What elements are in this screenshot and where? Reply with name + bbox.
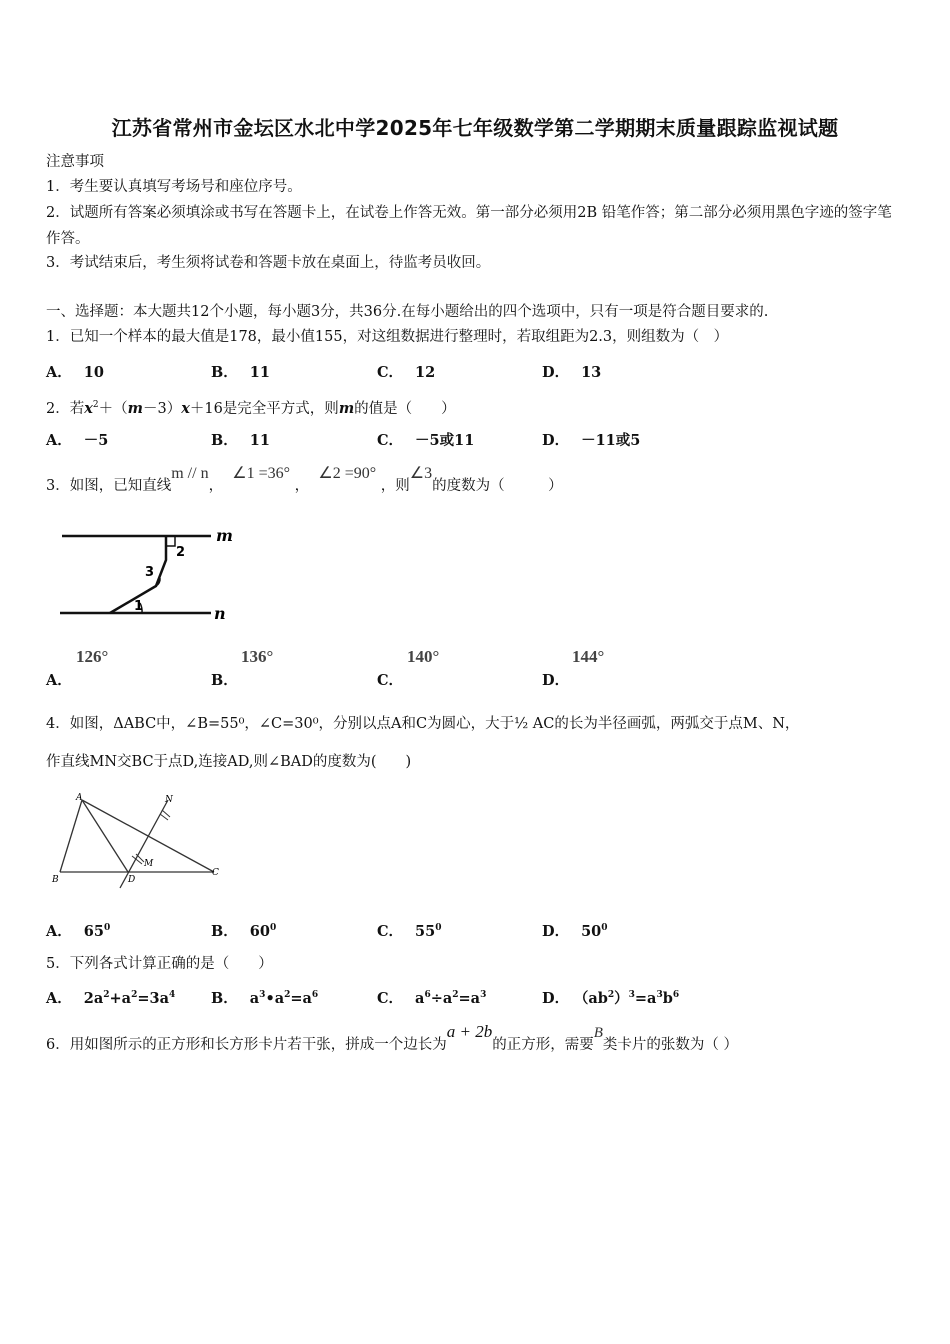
label-m: M — [144, 859, 154, 869]
notice-item-3: 3．考试结束后，考生须将试卷和答题卡放在桌面上，待监考员收回。 — [46, 255, 491, 271]
notice-item-2: 2．试题所有答案必须填涂或书写在答题卡上，在试卷上作答无效。第一部分必须用2B 铅笔作答；第二部分必须用黑色字迹的签字笔作答。 — [46, 205, 892, 247]
label-n: N — [165, 795, 173, 805]
option-a[interactable]: A． 10 — [46, 364, 104, 381]
option-b[interactable]: B． 136° — [211, 647, 274, 689]
question-6-text: 6．用如图所示的正方形和长方形卡片若干张，拼成一个边长为a + 2b的正方形，需要B类卡片的张数为（ ） — [46, 1022, 738, 1053]
option-a[interactable]: A． －5 — [46, 432, 109, 449]
label-d: D — [128, 875, 136, 885]
option-a[interactable]: A． $65^0$ — [46, 923, 111, 940]
question-4-options — [46, 920, 906, 942]
option-d[interactable]: D． $(ab^2)^3=a^3b^6$ — [542, 990, 680, 1007]
notice-heading: 注意事项 — [46, 154, 104, 170]
question-1-text: 1．已知一个样本的最大值是178，最小值155，对这组数据进行整理时，若取组距为2.3，则组数为（ ） — [46, 329, 729, 345]
question-2-text: 2．若$x^2+(m-3)x+16$是完全平方式，则m的值是（ ） — [46, 399, 456, 417]
label-2: 2 — [176, 545, 186, 560]
question-5-options — [46, 987, 906, 1009]
option-d[interactable]: D． 144° — [542, 647, 605, 689]
question-4-line-2: 作直线MN交BC于点D,连接AD,则∠BAD的度数为( ) — [46, 754, 412, 770]
label-3: 3 — [145, 565, 155, 580]
label-1: 1 — [134, 599, 144, 614]
question-5-text: 5．下列各式计算正确的是（ ） — [46, 956, 273, 972]
figure-parallel-lines — [56, 520, 246, 630]
label-b: B — [52, 875, 59, 885]
option-b[interactable]: B． $a^3•a^2=a^6$ — [211, 990, 319, 1007]
question-4-line-1: 4．如图，ΔABC中，∠B=55⁰，∠C=30⁰，分别以点A和C为圆心，大于½ AC的长为半径画弧，两弧交于点M、N， — [46, 716, 800, 732]
section1-heading: 一、选择题：本大题共12个小题，每小题3分，共36分.在每小题给出的四个选项中，只有一项是符合题目要求的. — [46, 304, 769, 320]
question-3-text: 3．如图，已知直线m // n， ∠1 =36° ， ∠2 =90° ，则∠3的度数为（ ） — [46, 465, 563, 494]
option-b[interactable]: B． 11 — [211, 364, 270, 381]
option-b[interactable]: B． 11 — [211, 432, 270, 449]
option-c[interactable]: C． －5或11 — [377, 432, 475, 449]
label-n: n — [214, 604, 226, 623]
option-c[interactable]: C． $55^0$ — [377, 923, 442, 940]
option-d[interactable]: D． $50^0$ — [542, 923, 608, 940]
option-a[interactable]: A． $2a^2+a^2=3a^4$ — [46, 990, 176, 1007]
option-c[interactable]: C． 12 — [377, 364, 436, 381]
label-a: A — [76, 793, 83, 803]
label-c: C — [212, 868, 219, 878]
question-2-options — [46, 429, 906, 451]
option-c[interactable]: C． 140° — [377, 647, 440, 689]
segment-ad — [82, 800, 128, 872]
page-title: 江苏省常州市金坛区水北中学2025年七年级数学第二学期期末质量跟踪监视试题 — [111, 116, 839, 140]
question-3-options — [46, 647, 906, 691]
option-c[interactable]: C． $a^6\div a^2=a^3$ — [377, 990, 487, 1007]
option-a[interactable]: A． 126° — [46, 647, 109, 689]
figure-triangle-abc — [48, 790, 233, 890]
option-d[interactable]: D． －11或5 — [542, 432, 641, 449]
label-m: m — [216, 526, 233, 545]
angle-2-mark — [166, 536, 175, 546]
notice-item-1: 1．考生要认真填写考场号和座位序号。 — [46, 179, 302, 195]
side-ab — [60, 800, 82, 872]
option-d[interactable]: D． 13 — [542, 364, 602, 381]
option-b[interactable]: B． $60^0$ — [211, 923, 277, 940]
question-1-options — [46, 361, 906, 383]
